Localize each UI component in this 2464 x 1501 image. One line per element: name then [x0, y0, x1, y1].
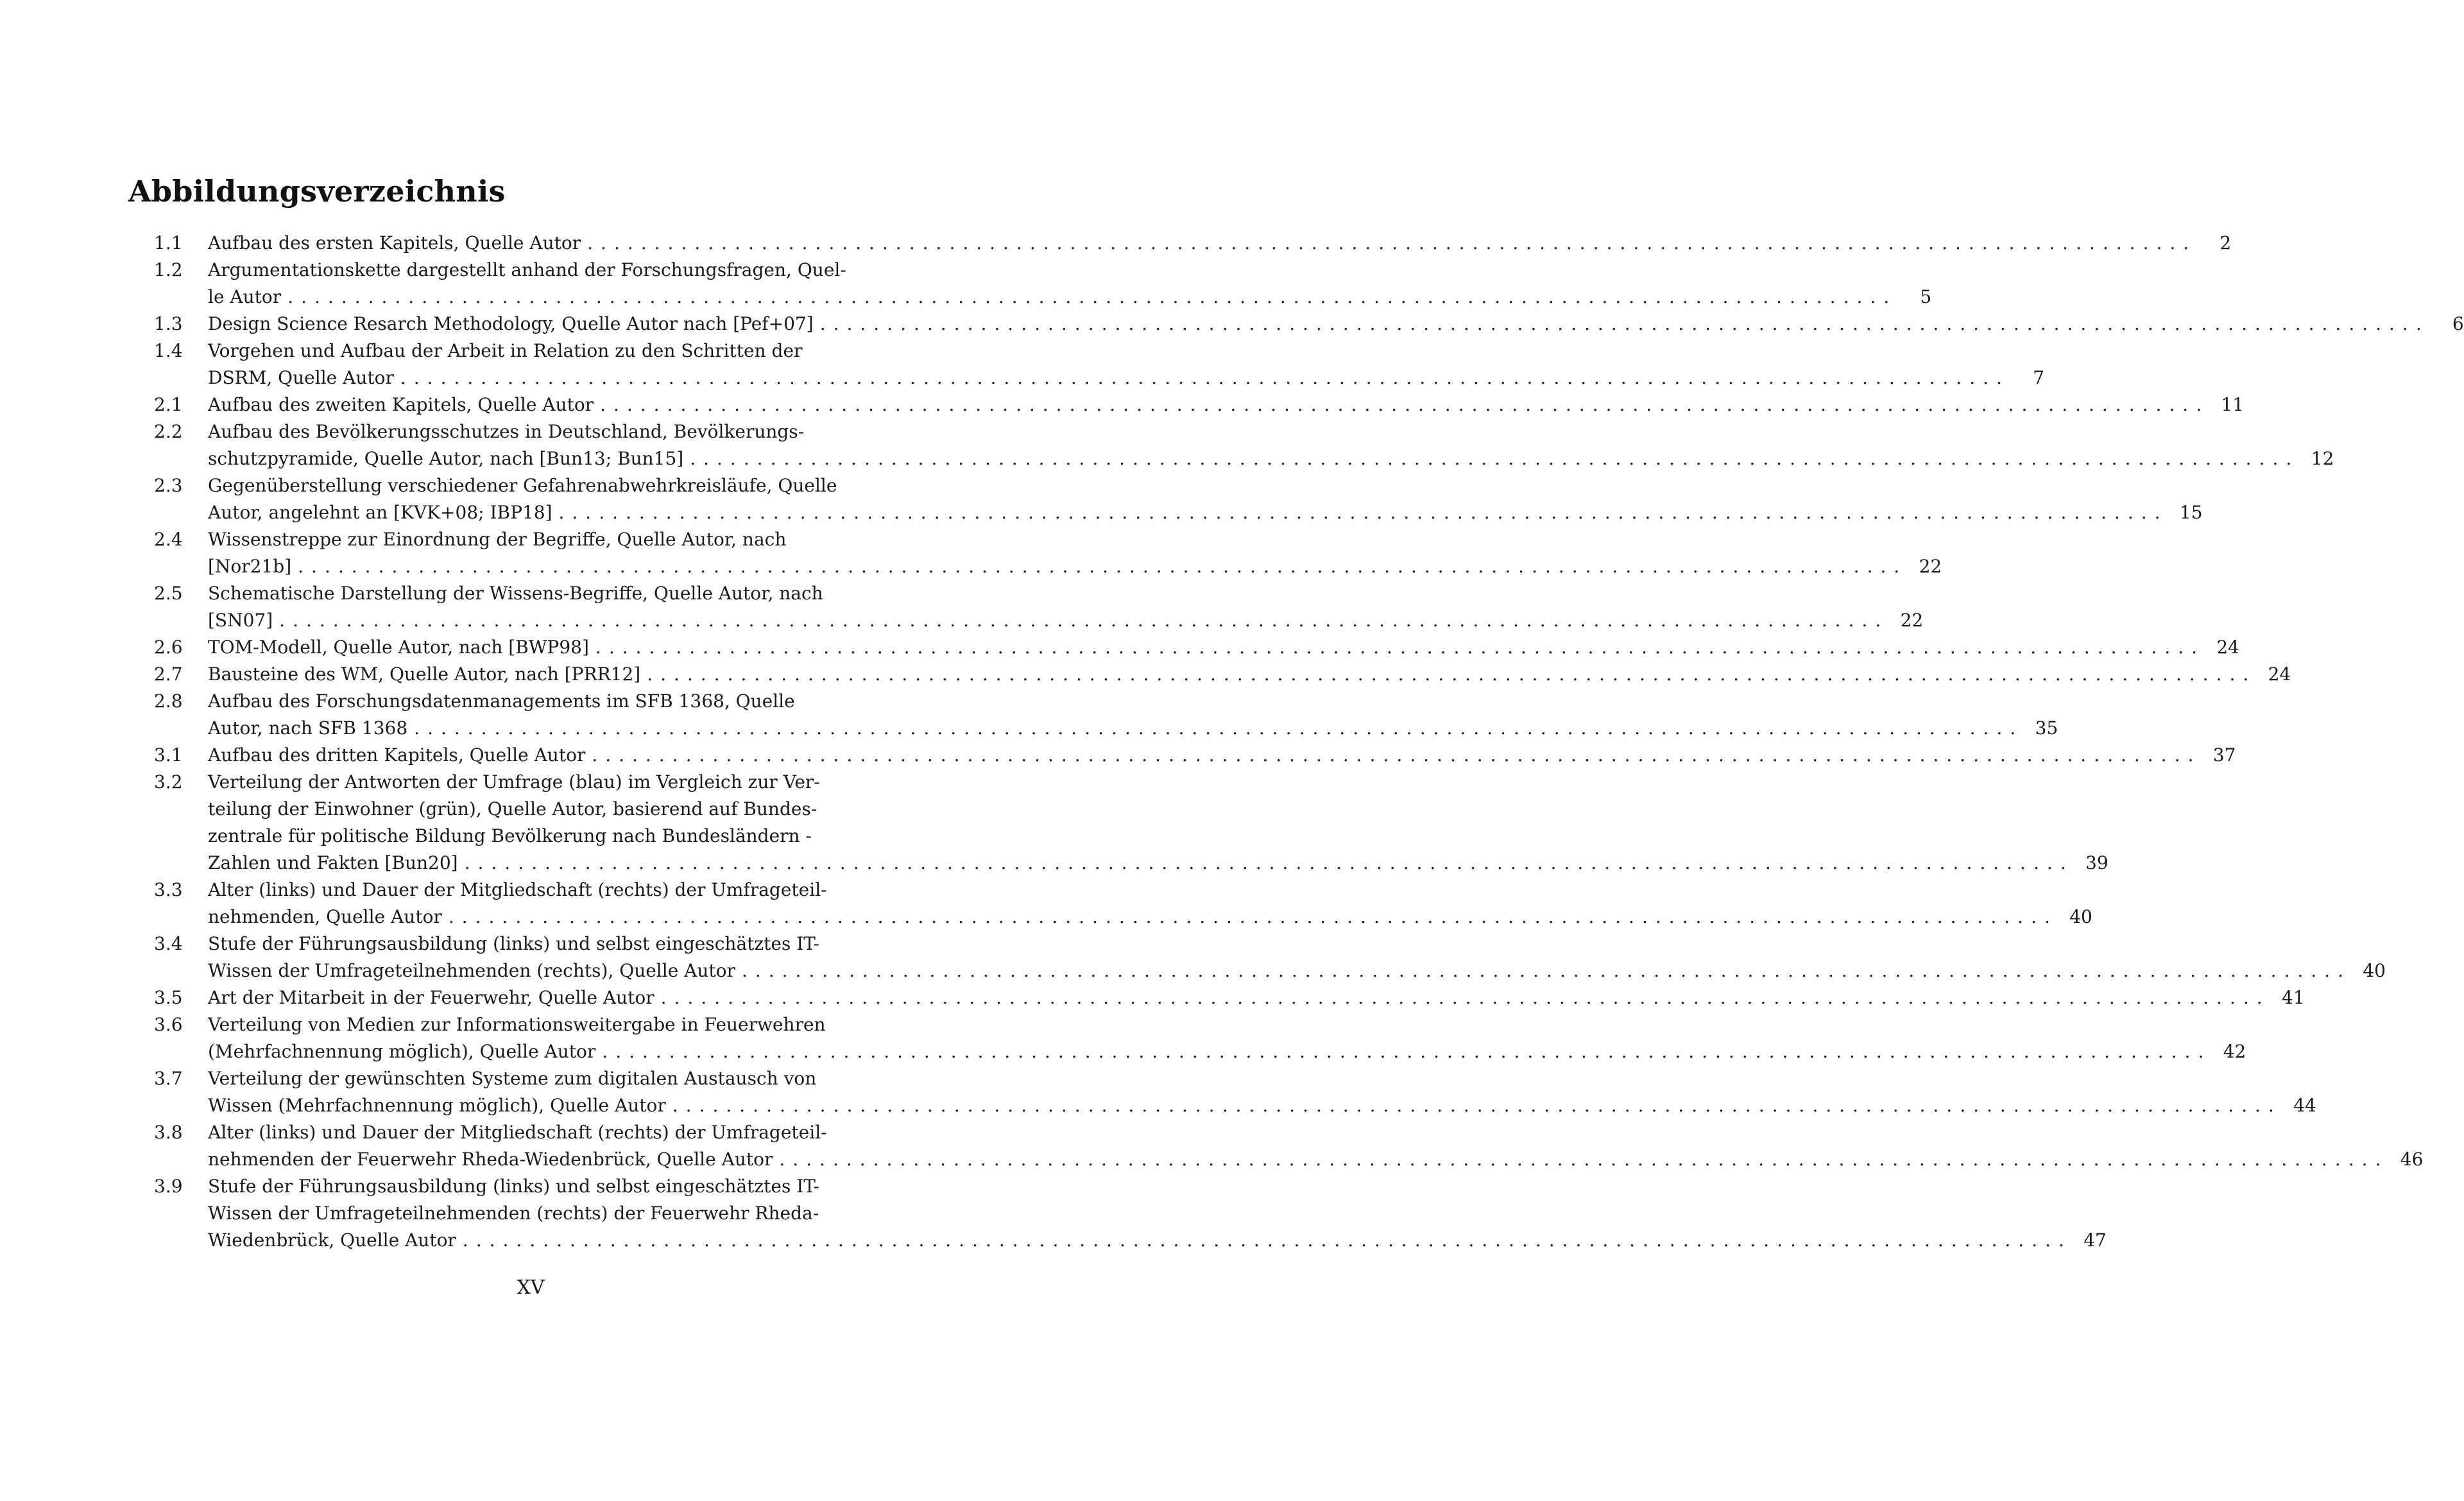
caption-last-line	[208, 365, 2044, 391]
caption-text: [SN07]	[208, 610, 273, 631]
figure-number: 2.5	[154, 583, 183, 604]
page-reference[interactable]: 37	[2212, 744, 2236, 766]
caption-last-line	[208, 742, 2236, 769]
figure-number: 1.1	[154, 232, 183, 253]
caption-line: Alter (links) und Dauer der Mitgliedschaft (rechts) der Umfrageteil-	[208, 879, 827, 900]
figure-number: 3.1	[154, 744, 183, 766]
list-item[interactable]	[128, 931, 2386, 984]
caption-text: Design Science Resarch Methodology, Quelle Autor nach [Pef+07]	[208, 313, 814, 334]
dot-leader: ........................................................................................................................	[647, 664, 2257, 685]
caption-line: Verteilung von Medien zur Informationsweitergabe in Feuerwehren	[208, 1014, 826, 1035]
caption-last-line	[208, 553, 1942, 580]
page-reference[interactable]: 46	[2400, 1149, 2424, 1170]
dot-leader: ........................................................................................................................	[587, 232, 2197, 253]
page-reference[interactable]: 6	[2452, 313, 2464, 334]
figure-number: 3.2	[154, 771, 183, 793]
page-reference[interactable]: 15	[2179, 502, 2203, 523]
caption-line: Stufe der Führungsausbildung (links) und selbst eingeschätztes IT-	[208, 933, 819, 954]
page-number: XV	[517, 1276, 545, 1299]
caption-line: zentrale für politische Bildung Bevölkerung nach Bundesländern -	[208, 825, 812, 846]
caption-text: Wissen der Umfrageteilnehmenden (rechts), Quelle Autor	[208, 960, 735, 981]
caption-last-line	[208, 634, 2239, 661]
figure-number: 2.6	[154, 637, 183, 658]
caption-text: Zahlen und Fakten [Bun20]	[208, 852, 458, 873]
caption-last-line	[208, 957, 2386, 984]
caption-text: Aufbau des zweiten Kapitels, Quelle Autor	[208, 394, 594, 415]
list-item[interactable]	[128, 580, 1924, 634]
figure-number: 2.3	[154, 475, 183, 496]
figure-number: 2.2	[154, 421, 183, 442]
page-reference[interactable]: 40	[2363, 960, 2386, 981]
caption-line: Stufe der Führungsausbildung (links) und selbst eingeschätztes IT-	[208, 1176, 819, 1197]
caption-last-line	[208, 230, 2232, 257]
figure-number: 1.3	[154, 313, 183, 334]
caption-text: DSRM, Quelle Autor	[208, 367, 394, 388]
page-reference[interactable]: 11	[2221, 394, 2245, 415]
page-reference[interactable]: 22	[1900, 610, 1924, 631]
dot-leader: ........................................................................................................................	[414, 717, 2024, 739]
caption-line: Alter (links) und Dauer der Mitgliedschaft (rechts) der Umfrageteil-	[208, 1122, 827, 1143]
figure-number: 3.4	[154, 933, 183, 954]
caption-text: (Mehrfachnennung möglich), Quelle Autor	[208, 1041, 596, 1062]
list-item[interactable]	[128, 418, 2334, 472]
caption-text: Aufbau des ersten Kapitels, Quelle Autor	[208, 232, 581, 253]
caption-last-line	[208, 1227, 2107, 1254]
caption-line: Wissen der Umfrageteilnehmenden (rechts) der Feuerwehr Rheda-	[208, 1203, 819, 1224]
dot-leader: ........................................................................................................................	[448, 906, 2058, 927]
page-reference[interactable]: 44	[2293, 1095, 2316, 1116]
caption-text: le Autor	[208, 286, 282, 307]
caption-last-line	[208, 715, 2058, 742]
figure-number: 2.4	[154, 529, 183, 550]
dot-leader: ........................................................................................................................	[819, 313, 2429, 334]
caption-line: Aufbau des Forschungsdatenmanagements im SFB 1368, Quelle	[208, 690, 795, 712]
page-reference[interactable]: 5	[1920, 286, 1932, 307]
page-reference[interactable]: 2	[2220, 232, 2232, 253]
caption-text: Autor, nach SFB 1368	[208, 717, 408, 739]
caption-last-line	[208, 499, 2203, 526]
dot-leader: ........................................................................................................................	[602, 1041, 2212, 1062]
caption-last-line	[208, 284, 1932, 311]
caption-last-line	[208, 661, 2291, 688]
caption-text: Wiedenbrück, Quelle Autor	[208, 1230, 456, 1251]
caption-last-line	[208, 1038, 2246, 1065]
caption-line: Wissenstreppe zur Einordnung der Begriffe, Quelle Autor, nach	[208, 529, 787, 550]
page-reference[interactable]: 40	[2069, 906, 2092, 927]
page-reference[interactable]: 24	[2216, 637, 2239, 658]
caption-line: Verteilung der gewünschten Systeme zum digitalen Austausch von	[208, 1068, 817, 1089]
figure-number: 3.9	[154, 1176, 183, 1197]
list-item[interactable]	[128, 338, 2044, 391]
dot-leader: ........................................................................................................................	[660, 987, 2270, 1008]
list-item[interactable]	[128, 1119, 2424, 1173]
page-reference[interactable]: 35	[2035, 717, 2058, 739]
dot-leader: ........................................................................................................................	[779, 1149, 2389, 1170]
caption-line: Schematische Darstellung der Wissens-Begriffe, Quelle Autor, nach	[208, 583, 823, 604]
list-item[interactable]	[128, 391, 2245, 418]
dot-leader: ........................................................................................................................	[279, 610, 1889, 631]
dot-leader: ........................................................................................................................	[298, 556, 1908, 577]
list-item[interactable]	[128, 984, 2305, 1011]
page-reference[interactable]: 41	[2282, 987, 2305, 1008]
figure-number: 1.4	[154, 340, 183, 361]
caption-line: Aufbau des Bevölkerungsschutzes in Deutschland, Bevölkerungs-	[208, 421, 805, 442]
dot-leader: ........................................................................................................................	[592, 744, 2202, 766]
caption-line: Vorgehen und Aufbau der Arbeit in Relation zu den Schritten der	[208, 340, 803, 361]
figure-number: 3.8	[154, 1122, 183, 1143]
caption-last-line	[208, 391, 2245, 418]
caption-text: Autor, angelehnt an [KVK+08; IBP18]	[208, 502, 552, 523]
caption-last-line	[208, 904, 2092, 931]
caption-text: schutzpyramide, Quelle Autor, nach [Bun13; Bun15]	[208, 448, 684, 469]
caption-last-line	[208, 1092, 2316, 1119]
figure-number: 3.6	[154, 1014, 183, 1035]
figure-number: 1.2	[154, 259, 183, 280]
figure-number: 2.7	[154, 664, 183, 685]
dot-leader: ........................................................................................................................	[464, 852, 2074, 873]
list-item[interactable]	[128, 1065, 2316, 1119]
list-of-figures	[128, 230, 2464, 1254]
dot-leader: ........................................................................................................................	[741, 960, 2351, 981]
caption-last-line	[208, 445, 2334, 472]
list-item[interactable]	[128, 742, 2236, 769]
list-item[interactable]	[128, 526, 1942, 580]
list-item[interactable]	[128, 257, 1932, 311]
page-reference[interactable]: 47	[2083, 1230, 2107, 1251]
list-item[interactable]	[128, 769, 2109, 877]
caption-text: nehmenden der Feuerwehr Rheda-Wiedenbrück, Quelle Autor	[208, 1149, 773, 1170]
caption-text: Art der Mitarbeit in der Feuerwehr, Quelle Autor	[208, 987, 654, 1008]
caption-text: Bausteine des WM, Quelle Autor, nach [PRR12]	[208, 664, 641, 685]
dot-leader: ........................................................................................................................	[558, 502, 2168, 523]
list-item[interactable]	[128, 634, 2239, 661]
page-reference[interactable]: 12	[2311, 448, 2334, 469]
list-item[interactable]	[128, 877, 2092, 931]
list-item[interactable]	[128, 688, 2058, 742]
caption-text: Wissen (Mehrfachnennung möglich), Quelle Autor	[208, 1095, 666, 1116]
list-item[interactable]	[128, 1011, 2246, 1065]
dot-leader: ........................................................................................................................	[287, 286, 1897, 307]
caption-line: Argumentationskette dargestellt anhand der Forschungsfragen, Quel-	[208, 259, 846, 280]
caption-text: [Nor21b]	[208, 556, 292, 577]
caption-line: Gegenüberstellung verschiedener Gefahrenabwehrkreisläufe, Quelle	[208, 475, 837, 496]
dot-leader: ........................................................................................................................	[600, 394, 2210, 415]
figure-number: 2.8	[154, 690, 183, 712]
page-reference[interactable]: 22	[1919, 556, 1942, 577]
list-item[interactable]	[128, 472, 2203, 526]
page-reference[interactable]: 39	[2085, 852, 2109, 873]
dot-leader: ........................................................................................................................	[672, 1095, 2282, 1116]
page-reference[interactable]: 7	[2033, 367, 2044, 388]
figure-number: 3.7	[154, 1068, 183, 1089]
caption-last-line	[208, 311, 2464, 338]
caption-text: Aufbau des dritten Kapitels, Quelle Autor	[208, 744, 586, 766]
dot-leader: ........................................................................................................................	[690, 448, 2300, 469]
caption-text: TOM-Modell, Quelle Autor, nach [BWP98]	[208, 637, 589, 658]
figure-number: 3.5	[154, 987, 183, 1008]
caption-text: nehmenden, Quelle Autor	[208, 906, 442, 927]
page-reference[interactable]: 42	[2223, 1041, 2246, 1062]
page-title: Abbildungsverzeichnis	[128, 174, 506, 209]
page-reference[interactable]: 24	[2268, 664, 2291, 685]
figure-number: 3.3	[154, 879, 183, 900]
list-item[interactable]	[128, 1173, 2107, 1254]
caption-last-line	[208, 850, 2109, 877]
caption-last-line	[208, 984, 2305, 1011]
figure-number: 2.1	[154, 394, 183, 415]
dot-leader: ........................................................................................................................	[595, 637, 2205, 658]
caption-last-line	[208, 607, 1924, 634]
list-item[interactable]	[128, 230, 2232, 257]
caption-line: Verteilung der Antworten der Umfrage (blau) im Vergleich zur Ver-	[208, 771, 820, 793]
caption-line: teilung der Einwohner (grün), Quelle Autor, basierend auf Bundes-	[208, 798, 817, 819]
dot-leader: ........................................................................................................................	[462, 1230, 2072, 1251]
list-item[interactable]	[128, 661, 2291, 688]
caption-last-line	[208, 1146, 2424, 1173]
dot-leader: ........................................................................................................................	[400, 367, 2010, 388]
list-item[interactable]	[128, 311, 2464, 338]
